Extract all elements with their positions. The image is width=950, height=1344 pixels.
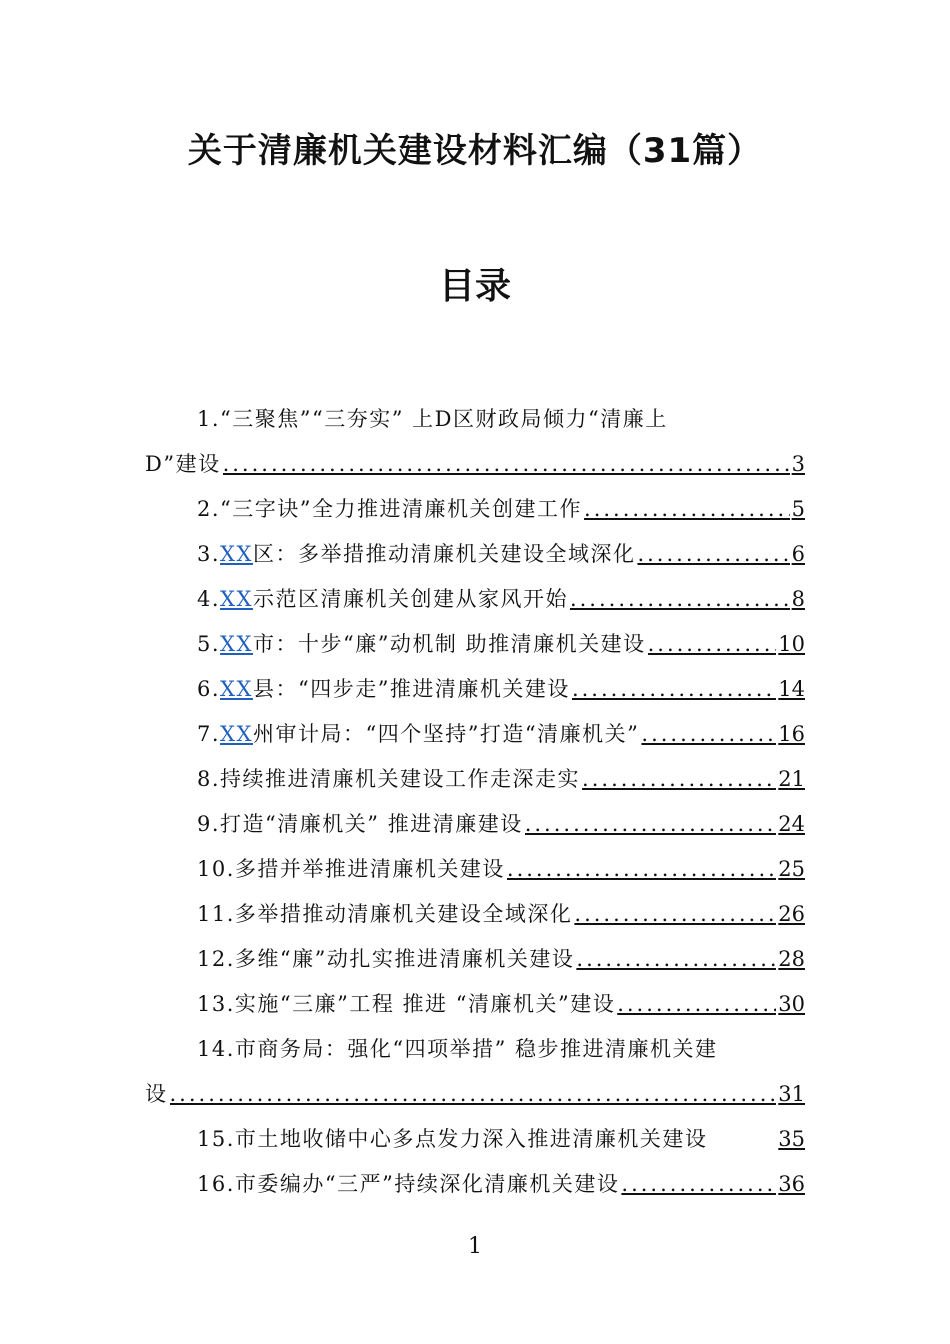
- toc-page-number[interactable]: 6: [791, 542, 805, 566]
- toc-page-number[interactable]: 30: [778, 992, 805, 1016]
- toc-entry-title: 市土地收储中心多点发力深入推进清廉机关建设: [234, 1127, 708, 1151]
- xx-placeholder-link[interactable]: XX: [220, 542, 253, 566]
- toc-page-number[interactable]: 8: [791, 587, 805, 611]
- toc-entry-title: 多措并举推进清廉机关建设: [234, 857, 505, 881]
- toc-entry-title: 市委编办“三严”持续深化清廉机关建设: [234, 1172, 620, 1196]
- toc-page-number[interactable]: 35: [778, 1127, 805, 1151]
- document-title: 关于清廉机关建设材料汇编（31篇）: [187, 131, 763, 171]
- toc-entry-number: 10.: [197, 857, 235, 881]
- toc-entry-5[interactable]: [145, 622, 805, 667]
- toc-entry-title: “三字诀”全力推进清廉机关创建工作: [220, 497, 583, 521]
- toc-leader-dots: [570, 577, 790, 622]
- toc-entry-12[interactable]: [145, 937, 805, 982]
- toc-page-number[interactable]: 21: [778, 767, 805, 791]
- toc-leader-dots: [525, 802, 777, 847]
- toc-page-number[interactable]: 10: [778, 632, 805, 656]
- toc-entry-title: 县：“四步走”推进清廉机关建设: [252, 677, 570, 701]
- toc-entry-title-continued: 设: [145, 1082, 168, 1106]
- toc-entry-2[interactable]: [145, 487, 805, 532]
- toc-leader-dots: [637, 532, 789, 577]
- toc-leader-dots: [584, 487, 790, 532]
- toc-entry-number: 2.: [197, 497, 221, 521]
- toc-entry-title: 区：多举措推动清廉机关建设全域深化: [252, 542, 636, 566]
- toc-entry-title: 市商务局：强化“四项举措” 稳步推进清廉机关建: [234, 1037, 718, 1061]
- toc-page-number[interactable]: 5: [791, 497, 805, 521]
- toc-leader-dots: [617, 982, 776, 1027]
- toc-entry-title-continued: D”建设: [145, 452, 221, 476]
- toc-entry-8[interactable]: [145, 757, 805, 802]
- toc-leader-dots: [572, 667, 776, 712]
- toc-page-number[interactable]: 36: [778, 1172, 805, 1196]
- toc-leader-dots: [223, 442, 790, 487]
- toc-entry-number: 7.: [197, 722, 221, 746]
- toc-entry-title: 州审计局：“四个坚持”打造“清廉机关”: [252, 722, 640, 746]
- toc-entry-14[interactable]: [145, 1027, 805, 1117]
- toc-page-number[interactable]: 25: [778, 857, 805, 881]
- toc-entry-number: 4.: [197, 587, 221, 611]
- toc-page-number[interactable]: 24: [778, 812, 805, 836]
- toc-entry-title: 多举措推动清廉机关建设全域深化: [234, 902, 573, 926]
- toc-leader-dots: [507, 847, 776, 892]
- toc-leader-dots: [574, 892, 776, 937]
- toc-entry-6[interactable]: [145, 667, 805, 712]
- xx-placeholder-link[interactable]: XX: [220, 677, 253, 701]
- toc-page-number[interactable]: 28: [778, 947, 805, 971]
- toc-entry-title: 持续推进清廉机关建设工作走深走实: [220, 767, 581, 791]
- toc-entry-number: 11.: [197, 902, 235, 926]
- toc-entry-title: 实施“三廉”工程 推进 “清廉机关”建设: [234, 992, 616, 1016]
- toc-entry-title: 示范区清廉机关创建从家风开始: [252, 587, 568, 611]
- toc-entry-13[interactable]: [145, 982, 805, 1027]
- toc-leader-dots: [621, 1162, 776, 1207]
- toc-entry-number: 5.: [197, 632, 221, 656]
- toc-entry-number: 3.: [197, 542, 221, 566]
- toc-entry-7[interactable]: [145, 712, 805, 757]
- toc-page-number[interactable]: 14: [778, 677, 805, 701]
- toc-entry-number: 13.: [197, 992, 235, 1016]
- toc-leader-dots: [648, 622, 777, 667]
- toc-entry-title: 市：十步“廉”动机制 助推清廉机关建设: [252, 632, 646, 656]
- toc-entry-3[interactable]: [145, 532, 805, 577]
- toc-entry-9[interactable]: [145, 802, 805, 847]
- toc-leader-dots: [641, 712, 776, 757]
- toc-leader-dots: [170, 1072, 777, 1117]
- page-number-footer: 1: [468, 1234, 482, 1259]
- toc-entry-11[interactable]: [145, 892, 805, 937]
- toc-page-number[interactable]: 3: [791, 452, 805, 476]
- xx-placeholder-link[interactable]: XX: [220, 587, 253, 611]
- toc-leader-dots: [576, 937, 776, 982]
- toc-entry-title: 打造“清廉机关” 推进清廉建设: [220, 812, 523, 836]
- toc-entry-number: 9.: [197, 812, 221, 836]
- toc-entry-number: 8.: [197, 767, 221, 791]
- toc-entry-15[interactable]: [145, 1117, 805, 1162]
- toc-page-number[interactable]: 16: [778, 722, 805, 746]
- toc-entry-10[interactable]: [145, 847, 805, 892]
- xx-placeholder-link[interactable]: XX: [220, 632, 253, 656]
- toc-page-number[interactable]: 31: [778, 1082, 805, 1106]
- toc-entry-title: 多维“廉”动扎实推进清廉机关建设: [234, 947, 575, 971]
- toc-page-number[interactable]: 26: [778, 902, 805, 926]
- toc-entry-16[interactable]: [145, 1162, 805, 1207]
- toc-entry-number: 1.: [197, 407, 221, 431]
- toc-entry-number: 14.: [197, 1037, 235, 1061]
- table-of-contents: [145, 397, 805, 1207]
- xx-placeholder-link[interactable]: XX: [220, 722, 253, 746]
- toc-heading: 目录: [438, 266, 511, 307]
- toc-entry-title: “三聚焦”“三夯实” 上D区财政局倾力“清廉上: [220, 407, 668, 431]
- toc-leader-dots: [582, 757, 776, 802]
- toc-entry-number: 16.: [197, 1172, 235, 1196]
- toc-entry-4[interactable]: [145, 577, 805, 622]
- toc-entry-1[interactable]: [145, 397, 805, 487]
- toc-entry-number: 12.: [197, 947, 235, 971]
- toc-entry-number: 6.: [197, 677, 221, 701]
- toc-entry-number: 15.: [197, 1127, 235, 1151]
